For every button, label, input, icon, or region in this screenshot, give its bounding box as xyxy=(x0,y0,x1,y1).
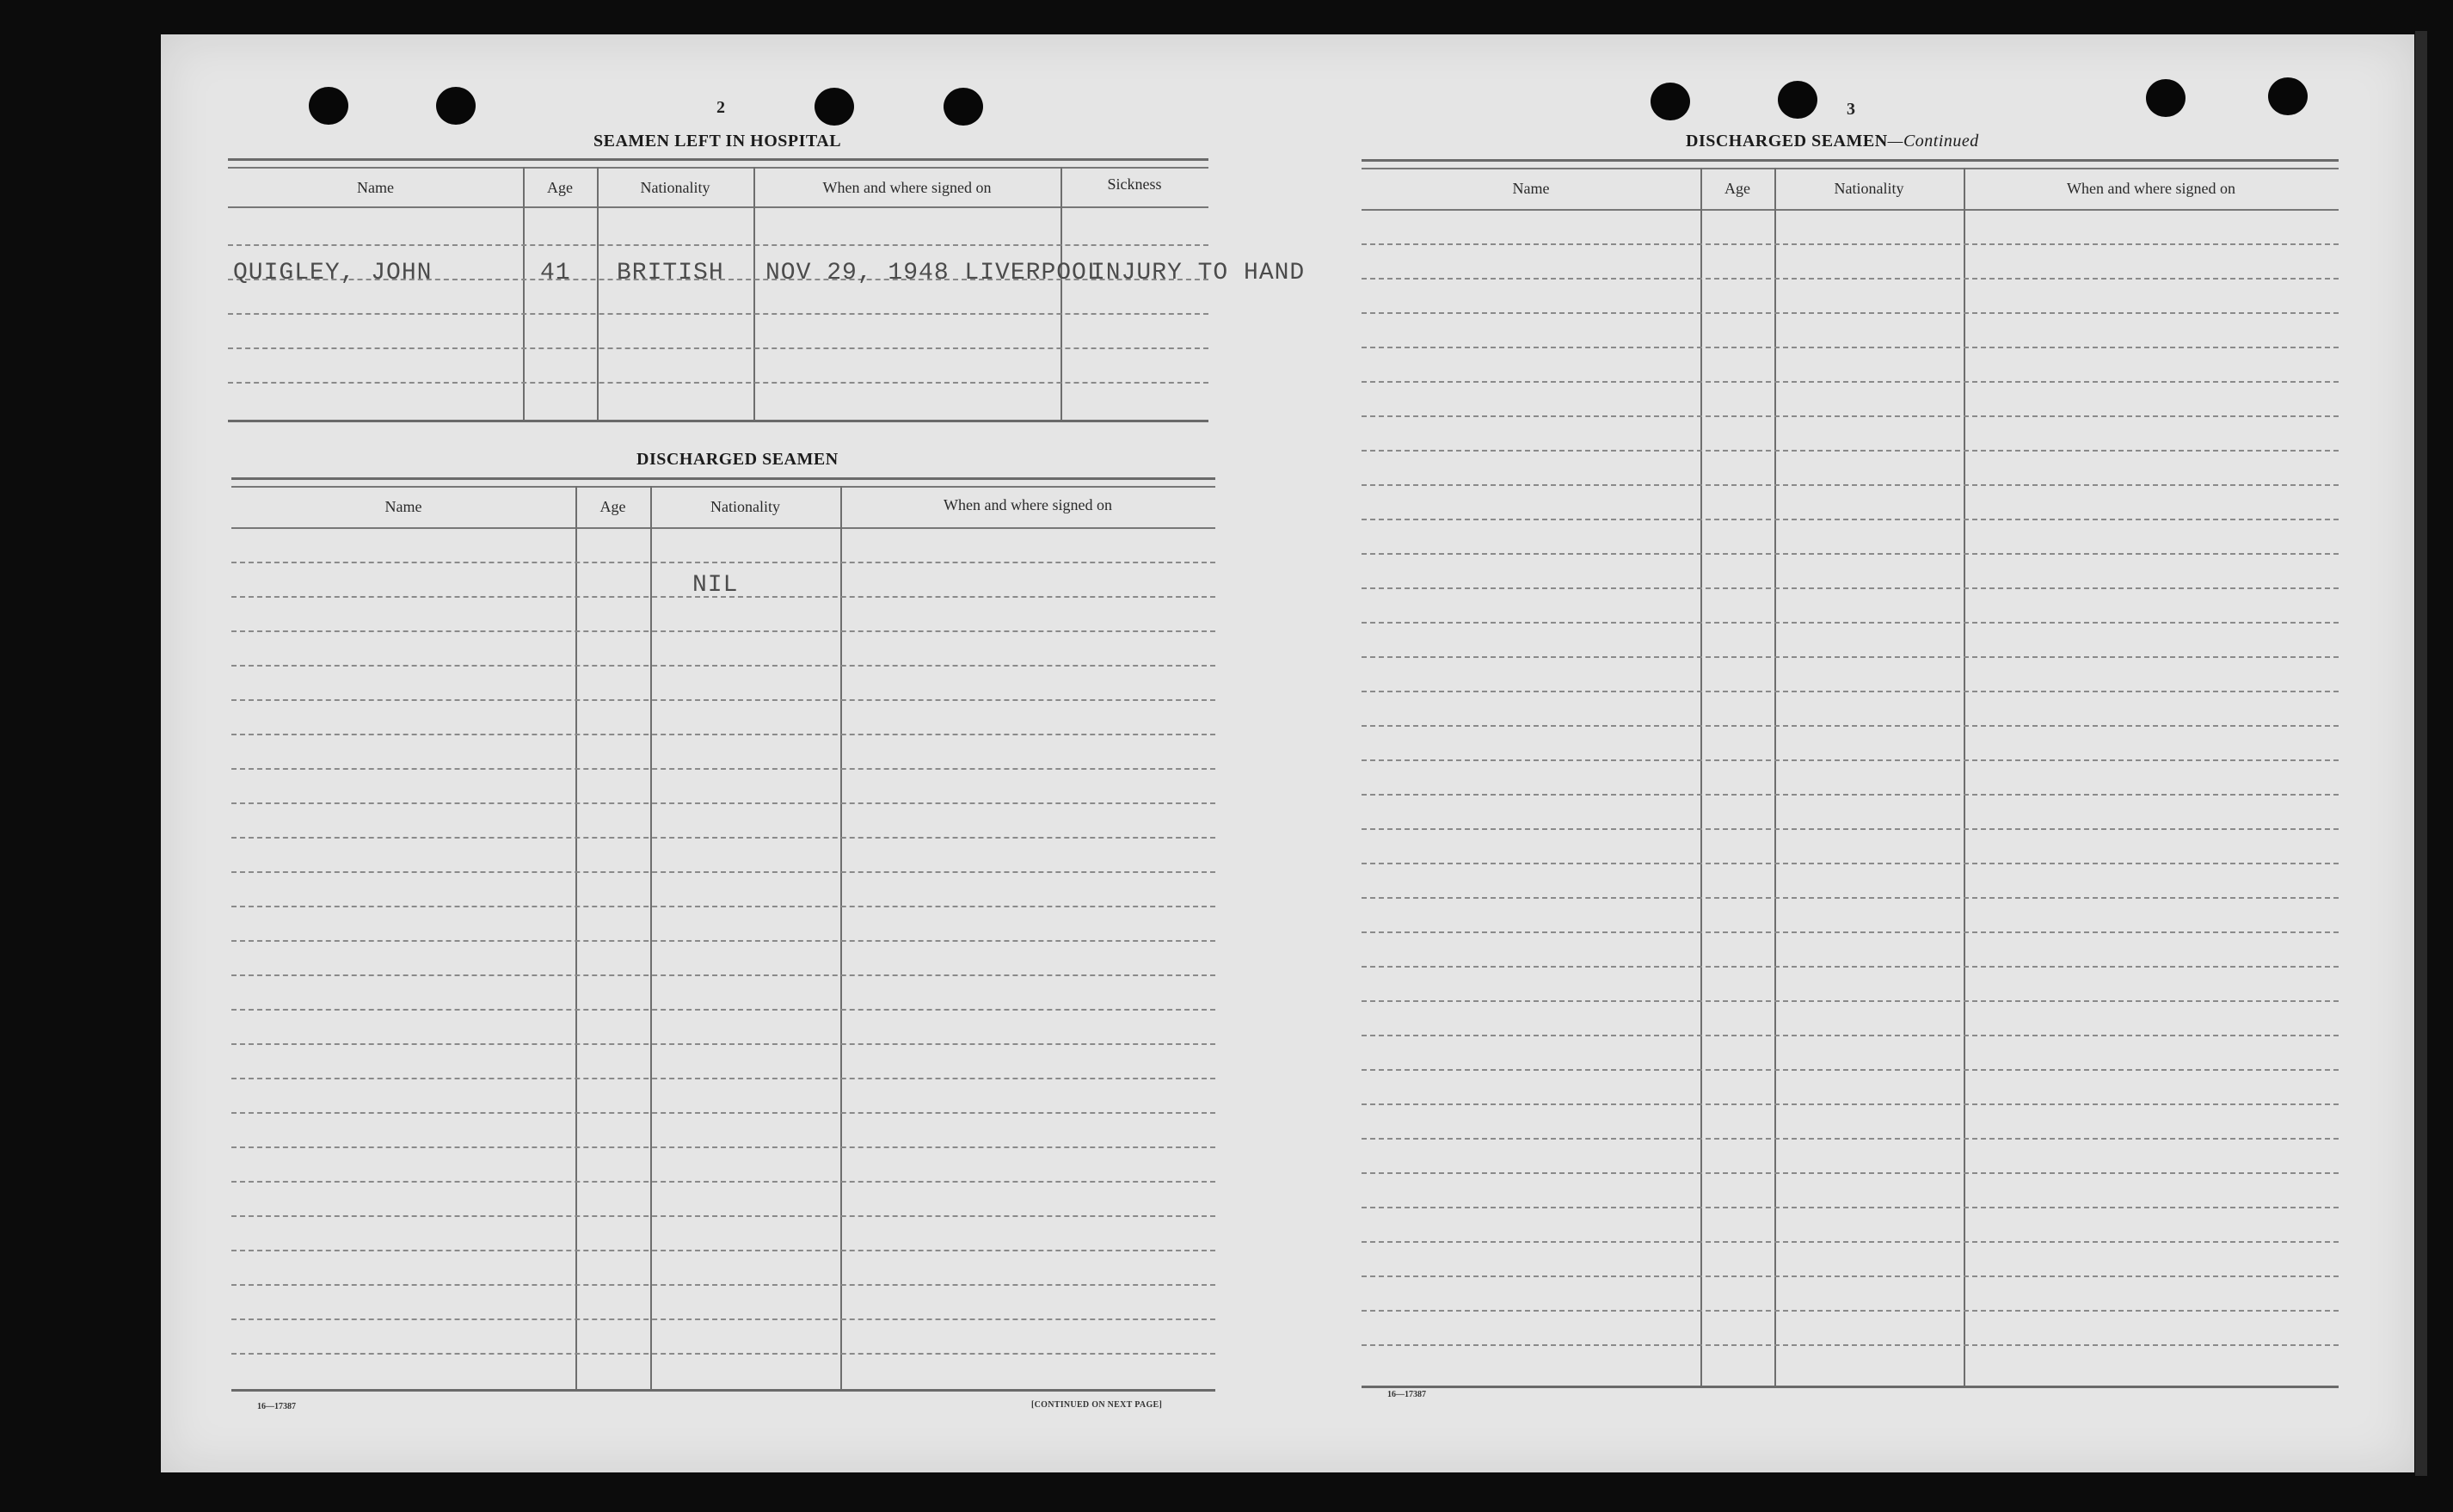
table-top-rule xyxy=(1362,168,2339,169)
row-line xyxy=(1362,243,2339,245)
title-suffix: —Continued xyxy=(1887,132,1979,151)
column-divider xyxy=(650,486,652,1391)
column-divider xyxy=(840,486,842,1391)
row-line xyxy=(231,906,1215,907)
scan-edge xyxy=(2415,31,2427,1476)
row-line xyxy=(1362,966,2339,968)
seaman-name: QUIGLEY, JOHN xyxy=(233,260,433,286)
continued-footnote: [CONTINUED ON NEXT PAGE] xyxy=(1031,1400,1163,1410)
column-header-nationality: Nationality xyxy=(1834,180,1904,197)
row-line xyxy=(231,1146,1215,1148)
punch-hole xyxy=(1778,81,1817,119)
row-line xyxy=(1362,931,2339,933)
table-top-rule xyxy=(231,477,1215,480)
row-line xyxy=(1362,519,2339,520)
row-line xyxy=(228,347,1208,349)
discharged-section-title: DISCHARGED SEAMEN xyxy=(636,450,839,469)
column-header-signed-on: When and where signed on xyxy=(2067,180,2235,197)
row-line xyxy=(1362,725,2339,727)
punch-hole xyxy=(1651,83,1690,120)
column-divider xyxy=(575,486,577,1391)
form-number-left: 16—17387 xyxy=(257,1402,296,1411)
discharged-continued-title xyxy=(1686,132,1979,151)
table-bottom-rule xyxy=(231,1389,1215,1392)
table-top-rule xyxy=(231,486,1215,488)
row-line xyxy=(1362,897,2339,899)
table-bottom-rule xyxy=(228,420,1208,422)
hospital-section-title: SEAMEN LEFT IN HOSPITAL xyxy=(593,132,842,151)
row-line xyxy=(231,871,1215,873)
row-line xyxy=(1362,1310,2339,1312)
punch-hole xyxy=(436,87,476,125)
row-line xyxy=(1362,828,2339,830)
column-header-signed-on: When and where signed on xyxy=(822,179,992,196)
row-line xyxy=(1362,1172,2339,1174)
punch-hole xyxy=(815,88,854,126)
row-line xyxy=(1362,1069,2339,1071)
row-line xyxy=(228,382,1208,384)
row-line xyxy=(228,244,1208,246)
row-line xyxy=(231,562,1215,563)
row-line xyxy=(1362,278,2339,280)
row-line xyxy=(231,630,1215,632)
column-header-age: Age xyxy=(547,179,573,196)
row-line xyxy=(231,940,1215,942)
row-line xyxy=(231,1318,1215,1320)
row-line xyxy=(231,802,1215,804)
row-line xyxy=(1362,415,2339,417)
title-text: DISCHARGED SEAMEN xyxy=(1686,132,1888,151)
punch-hole xyxy=(2146,79,2186,117)
row-line xyxy=(1362,450,2339,452)
row-line xyxy=(1362,381,2339,383)
row-line xyxy=(1362,347,2339,348)
page-number-right: 3 xyxy=(1847,100,1855,119)
form-number-right: 16—17387 xyxy=(1387,1390,1426,1399)
row-line xyxy=(1362,1344,2339,1346)
column-header-name: Name xyxy=(1512,180,1550,197)
table-bottom-rule xyxy=(1362,1386,2339,1388)
row-line xyxy=(1362,863,2339,864)
seaman-nationality: BRITISH xyxy=(617,260,724,286)
row-line xyxy=(1362,691,2339,692)
row-line xyxy=(231,699,1215,701)
header-bottom-rule xyxy=(231,527,1215,529)
table-top-rule xyxy=(1362,159,2339,162)
row-line xyxy=(231,665,1215,667)
table-top-rule xyxy=(228,158,1208,161)
column-header-age: Age xyxy=(599,498,626,515)
row-line xyxy=(1362,1207,2339,1208)
seaman-signed-on: NOV 29, 1948 LIVERPOOL xyxy=(765,260,1103,286)
column-header-age: Age xyxy=(1724,180,1750,197)
row-line xyxy=(231,1353,1215,1355)
discharged-table xyxy=(231,477,1215,1432)
row-line xyxy=(1362,1275,2339,1277)
header-bottom-rule xyxy=(1362,209,2339,211)
page-number-left: 2 xyxy=(716,98,725,117)
punch-hole xyxy=(2268,77,2308,115)
row-line xyxy=(1362,1241,2339,1243)
row-line xyxy=(231,1215,1215,1217)
row-line xyxy=(1362,656,2339,658)
column-header-nationality: Nationality xyxy=(640,179,710,196)
row-line xyxy=(231,1043,1215,1045)
column-divider xyxy=(1774,168,1776,1387)
row-line xyxy=(231,1112,1215,1114)
nil-entry: NIL xyxy=(692,572,739,599)
column-divider xyxy=(1964,168,1965,1387)
row-line xyxy=(231,596,1215,598)
row-line xyxy=(231,1284,1215,1286)
column-divider xyxy=(1700,168,1702,1387)
seaman-age: 41 xyxy=(540,260,571,286)
column-header-sickness: Sickness xyxy=(1107,175,1162,193)
row-line xyxy=(1362,553,2339,555)
seaman-sickness: INJURY TO HAND xyxy=(1091,260,1306,286)
row-line xyxy=(231,974,1215,976)
column-header-name: Name xyxy=(384,498,422,515)
row-line xyxy=(231,837,1215,839)
row-line xyxy=(1362,484,2339,486)
row-line xyxy=(231,1078,1215,1079)
row-line xyxy=(1362,1138,2339,1140)
row-line xyxy=(1362,1103,2339,1105)
manifest-sheet xyxy=(161,34,2414,1472)
punch-hole xyxy=(944,88,983,126)
row-line xyxy=(1362,1035,2339,1036)
row-line xyxy=(231,734,1215,735)
row-line xyxy=(231,1181,1215,1183)
row-line xyxy=(1362,312,2339,314)
row-line xyxy=(1362,794,2339,796)
column-header-signed-on: When and where signed on xyxy=(944,496,1112,513)
row-line xyxy=(231,1009,1215,1011)
row-line xyxy=(231,768,1215,770)
row-line xyxy=(1362,622,2339,624)
row-line xyxy=(1362,1000,2339,1002)
row-line xyxy=(228,313,1208,315)
hospital-table xyxy=(228,158,1306,430)
discharged-continued-table xyxy=(1362,159,2339,1415)
punch-hole xyxy=(309,87,348,125)
column-header-name: Name xyxy=(357,179,394,196)
row-line xyxy=(231,1250,1215,1251)
row-line xyxy=(1362,587,2339,589)
row-line xyxy=(1362,759,2339,761)
column-header-nationality: Nationality xyxy=(710,498,780,515)
